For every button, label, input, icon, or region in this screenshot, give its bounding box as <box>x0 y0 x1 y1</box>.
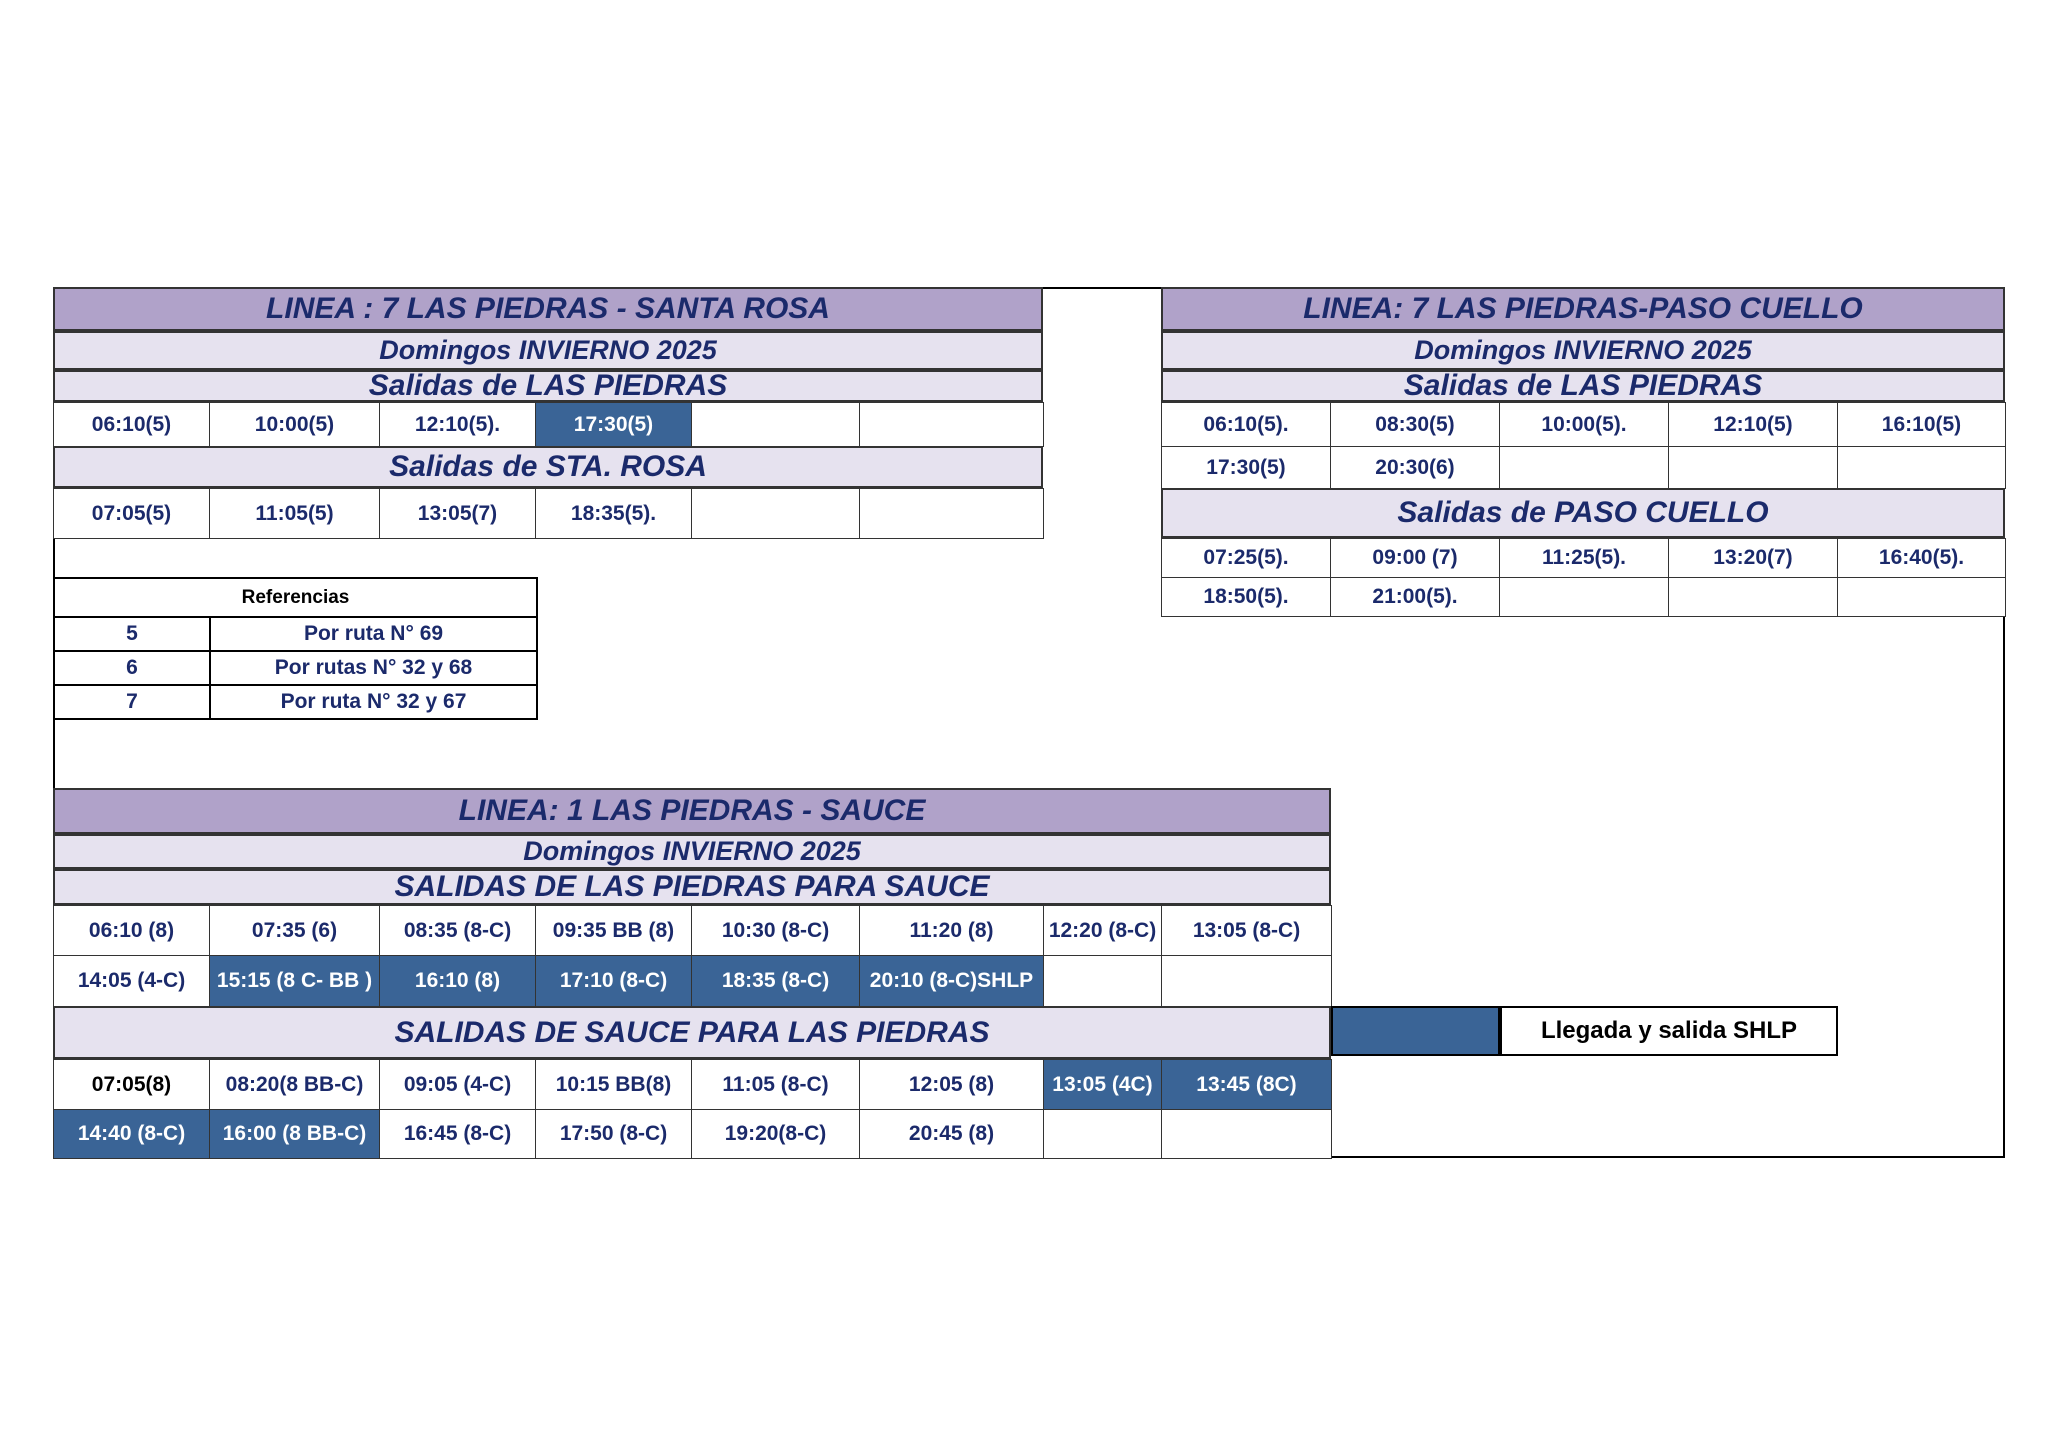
time-cell <box>860 489 1044 539</box>
santa-rosa-dep-las-piedras-table <box>53 402 1044 447</box>
santa-rosa-subtitle: Domingos INVIERNO 2025 <box>53 331 1043 370</box>
time-cell-shlp: 15:15 (8 C- BB ) <box>210 956 380 1007</box>
legend-label: Llegada y salida SHLP <box>1500 1006 1838 1056</box>
time-cell-shlp: 14:40 (8-C) <box>54 1110 210 1159</box>
sauce-dep-sauce-table <box>53 1059 1332 1159</box>
time-cell: 07:05(8) <box>54 1060 210 1110</box>
time-cell: 06:10(5) <box>54 403 210 447</box>
time-cell: 08:35 (8-C) <box>380 906 536 956</box>
time-cell: 08:20(8 BB-C) <box>210 1060 380 1110</box>
sauce-dep-las-piedras-heading: SALIDAS DE LAS PIEDRAS PARA SAUCE <box>53 869 1331 905</box>
paso-cuello-dep-paso-cuello-heading: Salidas de PASO CUELLO <box>1161 488 2005 538</box>
time-cell-shlp: 13:05 (4C) <box>1044 1060 1162 1110</box>
time-cell: 10:30 (8-C) <box>692 906 860 956</box>
santa-rosa-title: LINEA : 7 LAS PIEDRAS - SANTA ROSA <box>53 287 1043 331</box>
time-cell: 07:25(5). <box>1162 539 1331 578</box>
time-cell: 12:10(5). <box>380 403 536 447</box>
time-cell: 06:10 (8) <box>54 906 210 956</box>
time-cell: 08:30(5) <box>1331 403 1500 447</box>
time-cell <box>1500 447 1669 489</box>
time-cell: 20:45 (8) <box>860 1110 1044 1159</box>
time-cell: 21:00(5). <box>1331 578 1500 617</box>
time-cell <box>1669 578 1838 617</box>
sauce-dep-sauce-heading: SALIDAS DE SAUCE PARA LAS PIEDRAS <box>53 1006 1331 1059</box>
time-cell-shlp: 13:45 (8C) <box>1162 1060 1332 1110</box>
time-cell-shlp: 16:10 (8) <box>380 956 536 1007</box>
time-cell-shlp: 17:30(5) <box>536 403 692 447</box>
sauce-subtitle: Domingos INVIERNO 2025 <box>53 834 1331 869</box>
time-cell: 07:05(5) <box>54 489 210 539</box>
time-cell: 11:05 (8-C) <box>692 1060 860 1110</box>
time-cell: 13:05(7) <box>380 489 536 539</box>
sauce-dep-las-piedras-table <box>53 905 1332 1007</box>
time-cell: 14:05 (4-C) <box>54 956 210 1007</box>
time-cell: 09:35 BB (8) <box>536 906 692 956</box>
time-cell: 19:20(8-C) <box>692 1110 860 1159</box>
santa-rosa-dep-sta-rosa-table <box>53 488 1044 539</box>
time-cell <box>1162 956 1332 1007</box>
time-cell: 13:20(7) <box>1669 539 1838 578</box>
time-cell-shlp: 20:10 (8-C)SHLP <box>860 956 1044 1007</box>
time-cell: 09:00 (7) <box>1331 539 1500 578</box>
time-cell: 16:45 (8-C) <box>380 1110 536 1159</box>
time-cell <box>1162 1110 1332 1159</box>
time-cell-shlp: 17:10 (8-C) <box>536 956 692 1007</box>
reference-text: Por ruta N° 69 <box>210 617 537 651</box>
time-cell: 11:05(5) <box>210 489 380 539</box>
time-cell: 10:15 BB(8) <box>536 1060 692 1110</box>
santa-rosa-dep-las-piedras-heading: Salidas de LAS PIEDRAS <box>53 370 1043 402</box>
paso-cuello-dep-las-piedras-heading: Salidas de LAS PIEDRAS <box>1161 370 2005 402</box>
reference-code: 6 <box>54 651 210 685</box>
paso-cuello-dep-las-piedras-table <box>1161 402 2006 489</box>
time-cell: 10:00(5) <box>210 403 380 447</box>
time-cell: 20:30(6) <box>1331 447 1500 489</box>
reference-text: Por ruta N° 32 y 67 <box>210 685 537 719</box>
time-cell <box>1500 578 1669 617</box>
time-cell <box>1838 447 2006 489</box>
legend-swatch <box>1331 1006 1500 1056</box>
time-cell: 17:50 (8-C) <box>536 1110 692 1159</box>
time-cell: 12:05 (8) <box>860 1060 1044 1110</box>
time-cell: 07:35 (6) <box>210 906 380 956</box>
time-cell-shlp: 16:00 (8 BB-C) <box>210 1110 380 1159</box>
time-cell: 16:10(5) <box>1838 403 2006 447</box>
sauce-title: LINEA: 1 LAS PIEDRAS - SAUCE <box>53 788 1331 834</box>
reference-code: 7 <box>54 685 210 719</box>
reference-text: Por rutas N° 32 y 68 <box>210 651 537 685</box>
paso-cuello-subtitle: Domingos INVIERNO 2025 <box>1161 331 2005 370</box>
references-title: Referencias <box>54 578 537 617</box>
time-cell: 09:05 (4-C) <box>380 1060 536 1110</box>
time-cell <box>860 403 1044 447</box>
time-cell: 13:05 (8-C) <box>1162 906 1332 956</box>
time-cell: 11:25(5). <box>1500 539 1669 578</box>
references-table <box>53 577 538 720</box>
time-cell: 16:40(5). <box>1838 539 2006 578</box>
time-cell: 18:35(5). <box>536 489 692 539</box>
time-cell: 18:50(5). <box>1162 578 1331 617</box>
time-cell <box>1044 1110 1162 1159</box>
time-cell <box>692 489 860 539</box>
time-cell <box>1838 578 2006 617</box>
time-cell: 11:20 (8) <box>860 906 1044 956</box>
time-cell: 06:10(5). <box>1162 403 1331 447</box>
reference-code: 5 <box>54 617 210 651</box>
time-cell-shlp: 18:35 (8-C) <box>692 956 860 1007</box>
santa-rosa-dep-sta-rosa-heading: Salidas de STA. ROSA <box>53 446 1043 488</box>
time-cell <box>1044 956 1162 1007</box>
time-cell: 12:20 (8-C) <box>1044 906 1162 956</box>
paso-cuello-title: LINEA: 7 LAS PIEDRAS-PASO CUELLO <box>1161 287 2005 331</box>
time-cell <box>692 403 860 447</box>
time-cell: 17:30(5) <box>1162 447 1331 489</box>
time-cell: 12:10(5) <box>1669 403 1838 447</box>
paso-cuello-dep-paso-cuello-table <box>1161 538 2006 617</box>
time-cell: 10:00(5). <box>1500 403 1669 447</box>
time-cell <box>1669 447 1838 489</box>
